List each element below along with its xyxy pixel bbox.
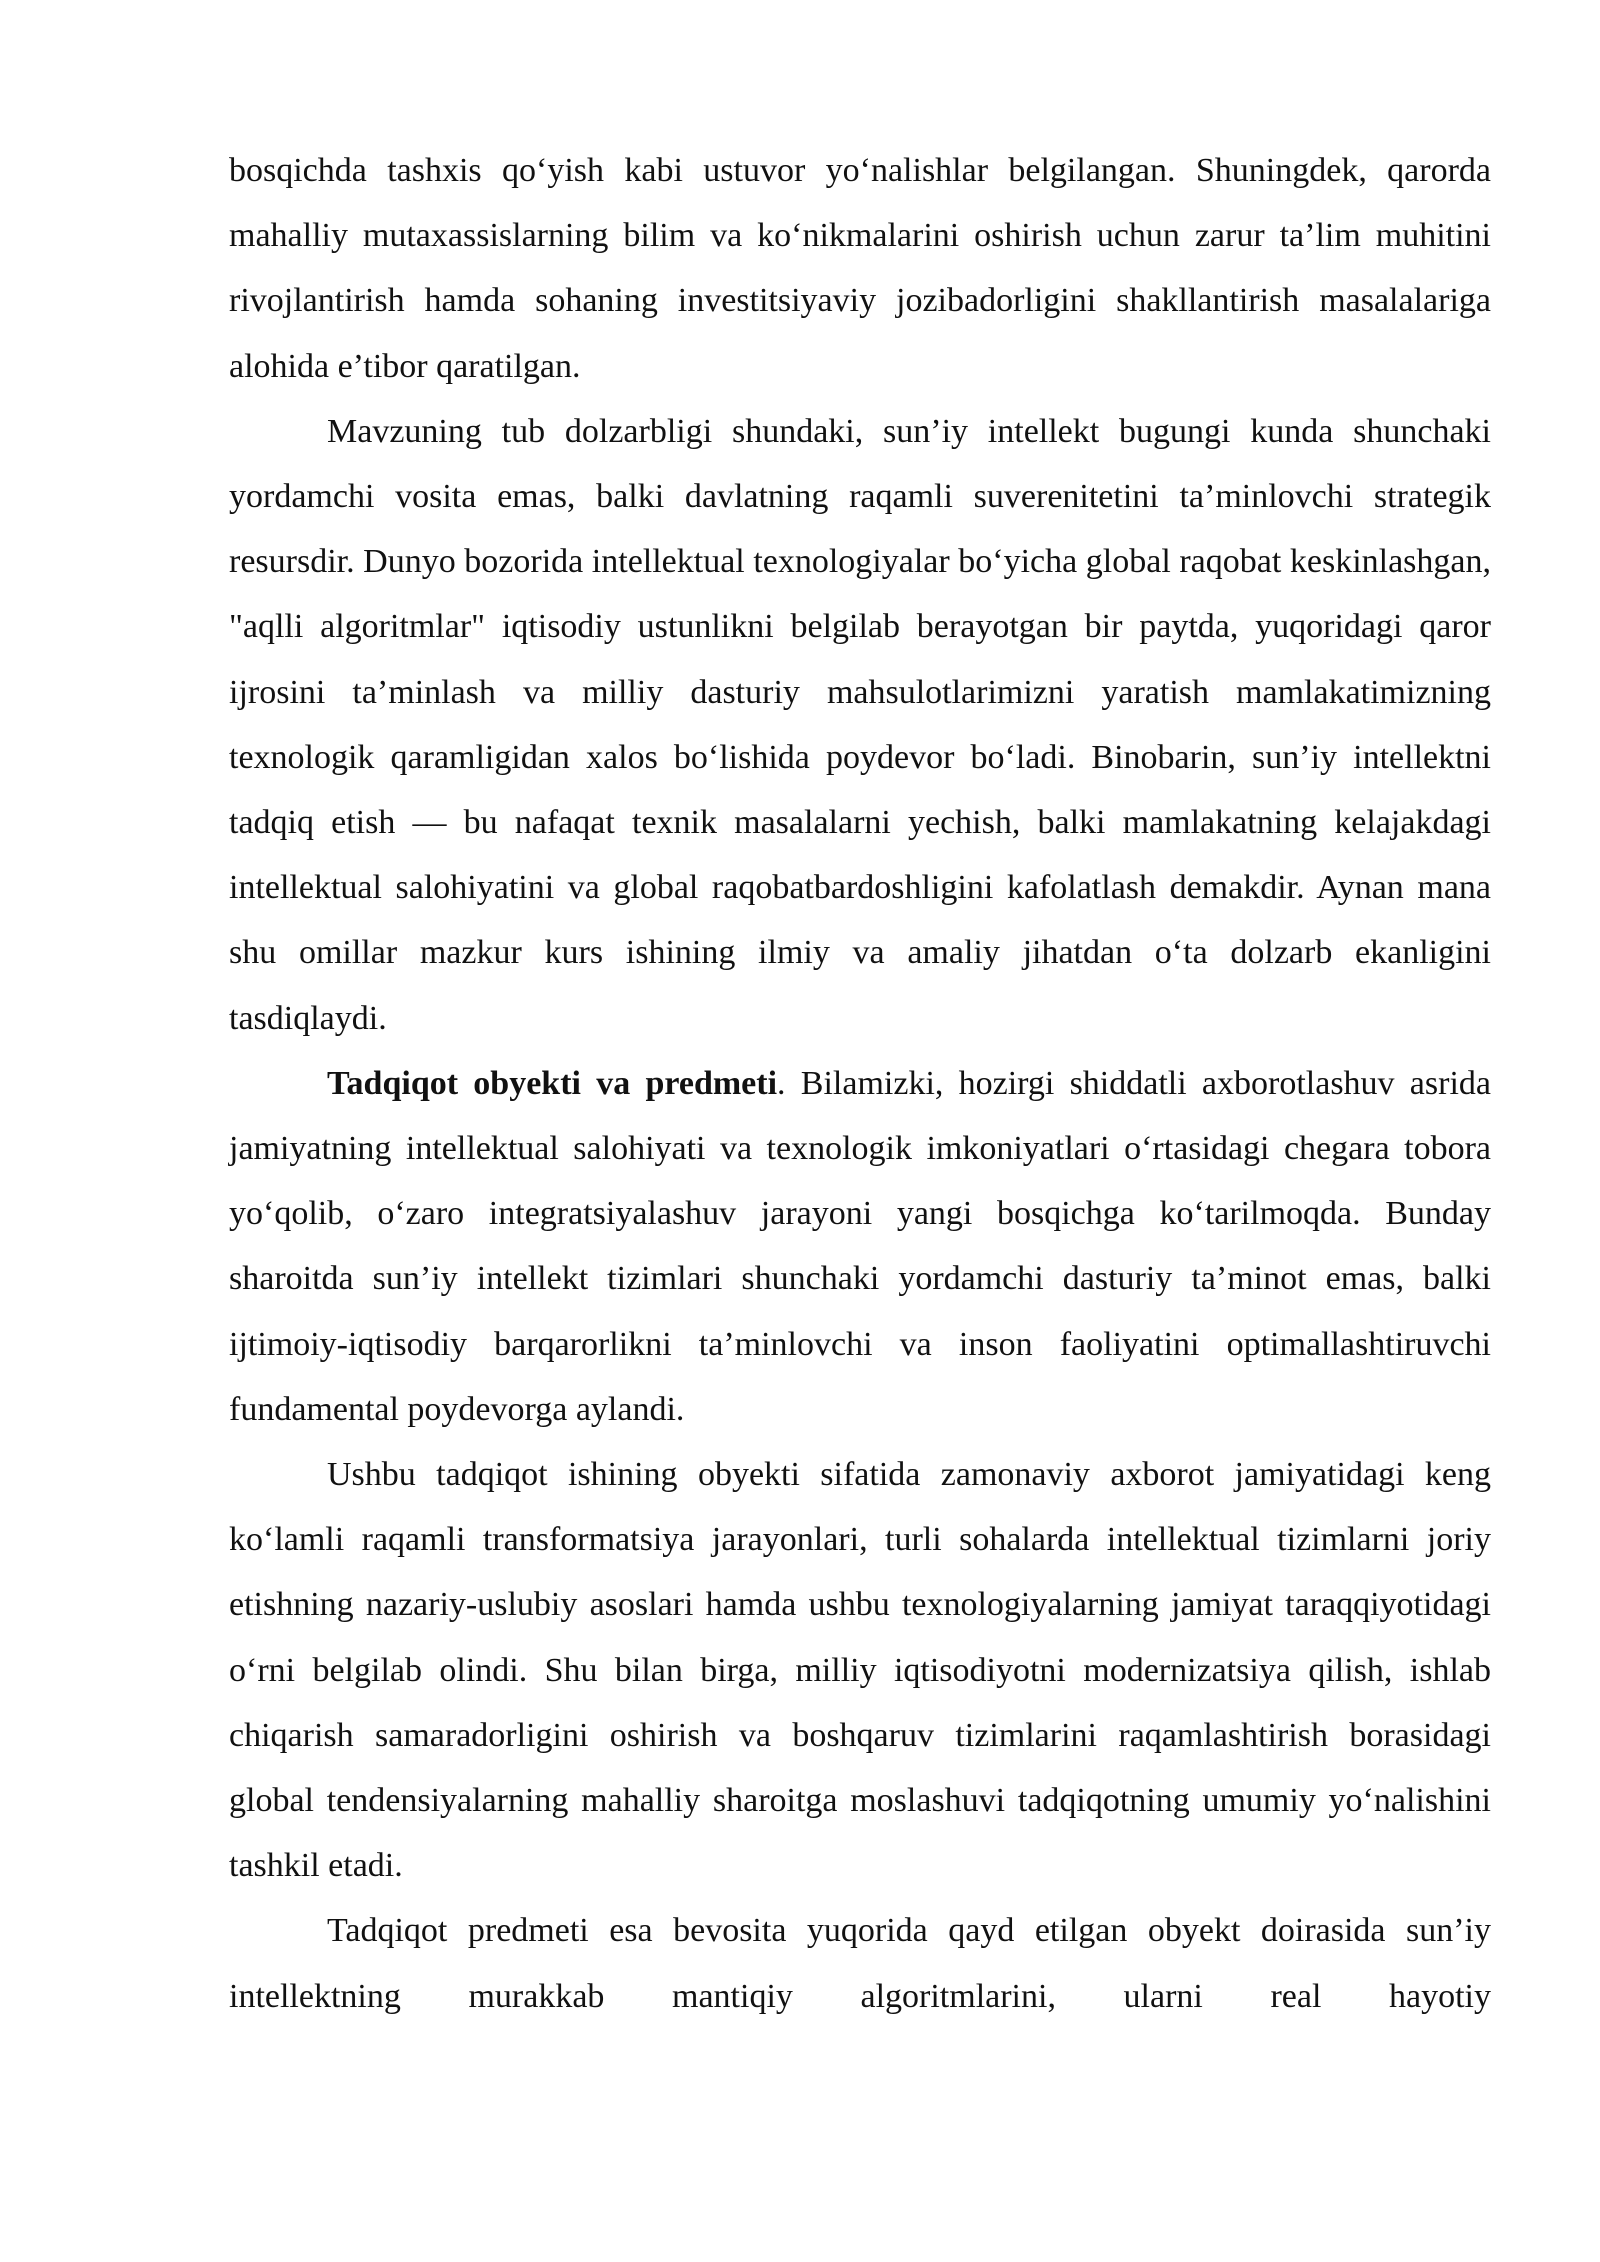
paragraph-text: bosqichda tashxis qo‘yish kabi ustuvor yo‘nalishlar belgilangan. Shuningdek, qarorda mahalliy mutaxassislarning bilim va ko‘nikmalarini oshirish uchun zarur ta’lim muhitini rivojlantirish hamda sohaning investitsiyaviy jozibadorligini shakllantirish masalalariga alohida e’tibor qaratilgan.: [229, 152, 1491, 385]
paragraph-2: [229, 399, 1491, 1051]
paragraph-text: Ushbu tadqiqot ishining obyekti sifatida zamonaviy axborot jamiyatidagi keng ko‘lamli raqamli transformatsiya jarayonlari, turli sohalarda intellektual tizimlarni joriy etishning nazariy-uslubiy asoslari hamda ushbu texnologiyalarning jamiyat taraqqiyotidagi o‘rni belgilab olindi. Shu bilan birga, milliy iqtisodiyotni modernizatsiya qilish, ishlab chiqarish samaradorligini oshirish va boshqaruv tizimlarini raqamlashtirish borasidagi global tendensiyalarning mahalliy sharoitga moslashuvi tadqiqotning umumiy yo‘nalishini tashkil etadi.: [229, 1456, 1491, 1885]
section-heading-inline: Tadqiqot obyekti va predmeti: [327, 1064, 778, 1102]
paragraph-3: [229, 1051, 1491, 1442]
paragraph-text: Tadqiqot predmeti esa bevosita yuqorida qayd etilgan obyekt doirasida sun’iy intellektning murakkab mantiqiy algoritmlarini, ularni real hayotiy: [229, 1912, 1491, 2015]
document-page: [229, 138, 1491, 2029]
paragraph-5-last-line-justified: [229, 1898, 1491, 2028]
paragraph-text: . Bilamizki, hozirgi shiddatli axborotlashuv asrida jamiyatning intellektual salohiyati va texnologik imkoniyatlari o‘rtasidagi chegara tobora yo‘qolib, o‘zaro integratsiyalashuv jarayoni yangi bosqichga ko‘tarilmoqda. Bunday sharoitda sun’iy intellekt tizimlari shunchaki yordamchi dasturiy ta’minot emas, balki ijtimoiy-iqtisodiy barqarorlikni ta’minlovchi va inson faoliyatini optimallashtiruvchi fundamental poydevorga aylandi.: [229, 1064, 1491, 1428]
paragraph-4: [229, 1442, 1491, 1898]
paragraph-text: Mavzuning tub dolzarbligi shundaki, sun’iy intellekt bugungi kunda shunchaki yordamchi vosita emas, balki davlatning raqamli suverenitetini ta’minlovchi strategik resursdir. Dunyo bozorida intellektual texnologiyalar bo‘yicha global raqobat keskinlashgan, "aqlli algoritmlar" iqtisodiy ustunlikni belgilab berayotgan bir paytda, yuqoridagi qaror ijrosini ta’minlash va milliy dasturiy mahsulotlarimizni yaratish mamlakatimizning texnologik qaramligidan xalos bo‘lishida poydevor bo‘ladi. Binobarin, sun’iy intellektni tadqiq etish — bu nafaqat texnik masalalarni yechish, balki mamlakatning kelajakdagi intellektual salohiyatini va global raqobatbardoshligini kafolatlash demakdir. Aynan mana shu omillar mazkur kurs ishining ilmiy va amaliy jihatdan o‘ta dolzarb ekanligini tasdiqlaydi.: [229, 412, 1491, 1037]
paragraph-1: [229, 138, 1491, 399]
